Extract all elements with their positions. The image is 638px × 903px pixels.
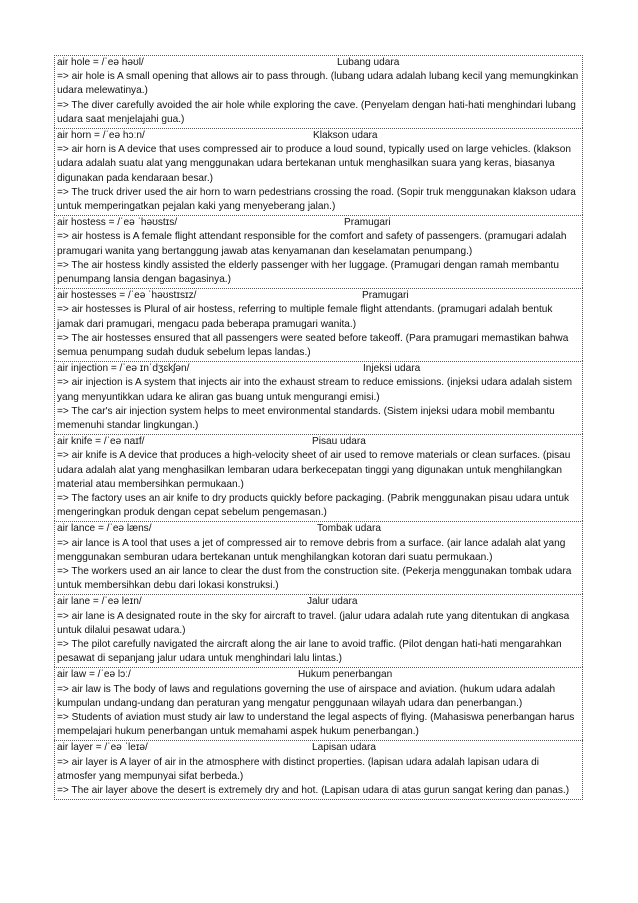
entry-translation: Pramugari [362, 290, 409, 302]
entry-translation: Jalur udara [307, 596, 358, 608]
entry-translation: Lubang udara [337, 57, 400, 68]
entry-example: => The air layer above the desert is extremely dry and hot. (Lapisan udara di atas gurun sangat kering dan panas.) [57, 785, 570, 796]
entry-example: => The car's air injection system helps to meet environmental standards. (Sistem injeksi udara mobil membantu memenuhi standar lingkungan.) [57, 405, 555, 431]
entry-translation: Lapisan udara [312, 742, 376, 754]
entry-header [57, 741, 581, 755]
entry-term: air law = /ˈeə lɔː/ [57, 669, 131, 681]
entry-header [57, 129, 581, 143]
entry-header [57, 362, 581, 376]
entry-example: => The truck driver used the air horn to warn pedestrians crossing the road. (Sopir truk menggunakan klakson udara untuk memperingatkan pejalan kaki yang menyeberang jalan.) [57, 186, 576, 212]
entry-air-knife [54, 434, 583, 521]
entry-example: => The pilot carefully navigated the aircraft along the air lane to avoid traffic. (Pilot dengan hati-hati mengarahkan pesawat di sepanjang jalur udara untuk menghindari lalu lintas.) [57, 639, 562, 665]
entry-translation: Klakson udara [313, 130, 378, 141]
entry-air-lance [54, 521, 583, 594]
entry-translation: Hukum penerbangan [298, 669, 393, 681]
entry-air-hostess [54, 215, 583, 288]
entry-term: air lance = /ˈeə læns/ [57, 523, 152, 535]
entry-example: => Students of aviation must study air law to understand the legal aspects of flying. (Mahasiswa penerbangan harus mempelajari hukum penerbangan untuk memahami aspek hukum penerbangan.) [57, 712, 575, 738]
entry-definition: => air lane is A designated route in the sky for aircraft to travel. (jalur udara adalah rute yang ditentukan di angkasa untuk dilalui pesawat udara.) [57, 610, 570, 636]
entry-example: => The air hostesses ensured that all passengers were seated before takeoff. (Para pramugari memastikan bahwa semua penumpang sudah duduk sebelum lepas landas.) [57, 332, 569, 358]
entry-definition: => air injection is A system that injects air into the exhaust stream to reduce emissions. (injeksi udara adalah sistem yang menyuntikkan udara ke aliran gas buang untuk mengurangi emisi.) [57, 377, 573, 403]
entry-header [57, 522, 581, 536]
entry-air-horn [54, 128, 583, 215]
entry-air-hostesses [54, 288, 583, 361]
entry-definition: => air knife is A device that produces a high-velocity sheet of air used to remove materials or clean surfaces. (pisau udara adalah alat yang menghasilkan lembaran udara berkecepatan tinggi yang digunakan untuk menghilangkan material atau membersihkan permukaan.) [57, 450, 571, 490]
entry-term: air hole = /ˈeə həʊl/ [57, 57, 144, 68]
entry-definition: => air horn is A device that uses compressed air to produce a loud sound, typically used on large vehicles. (klakson udara adalah suatu alat yang menggunakan udara bertekanan untuk menghasilkan suara yang keras, biasanya digunakan pada kendaraan besar.) [57, 144, 571, 184]
entry-definition: => air law is The body of laws and regulations governing the use of airspace and aviation. (hukum udara adalah kumpulan undang-undang dan peraturan yang mengatur penggunaan wilayah udara dan penerbangan.) [57, 683, 556, 709]
entry-term: air horn = /ˈeə hɔːn/ [57, 130, 145, 141]
entry-term: air hostess = /ˈeə ˈhəʊstɪs/ [57, 217, 178, 229]
entry-term: air hostesses = /ˈeə ˈhəʊstɪsɪz/ [57, 290, 197, 302]
entry-translation: Injeksi udara [363, 363, 421, 375]
entry-example: => The workers used an air lance to clear the dust from the construction site. (Pekerja menggunakan tombak udara untuk membersihkan debu dari lokasi konstruksi.) [57, 566, 572, 592]
entry-definition: => air lance is A tool that uses a jet of compressed air to remove debris from a surface. (air lance adalah alat yang menggunakan semburan udara bertekanan untuk menghilangkan kotoran dari suatu permukaan.) [57, 537, 566, 563]
entry-air-law [54, 667, 583, 740]
entry-air-hole [54, 55, 583, 128]
entry-term: air knife = /ˈeə naɪf/ [57, 436, 145, 448]
entry-definition: => air hostesses is Plural of air hostess, referring to multiple female flight attendants. (pramugari adalah bentuk jamak dari pramugari, mengacu pada beberapa pramugari wanita.) [57, 304, 553, 330]
entry-air-lane [54, 594, 583, 667]
entry-header [57, 289, 581, 303]
entry-term: air layer = /ˈeə ˈleɪə/ [57, 742, 148, 754]
entry-definition: => air hostess is A female flight attendant responsible for the comfort and safety of passengers. (pramugari adalah pramugari wanita yang bertanggung jawab atas kenyamanan dan keselamatan penumpang.) [57, 231, 567, 257]
glossary-page [54, 55, 583, 800]
entry-header [57, 56, 581, 70]
entry-header [57, 216, 581, 230]
entry-header [57, 668, 581, 682]
entry-air-layer [54, 740, 583, 800]
entry-example: => The diver carefully avoided the air hole while exploring the cave. (Penyelam dengan hati-hati menghindari lubang udara saat menjelajahi gua.) [57, 99, 576, 125]
entry-header [57, 595, 581, 609]
entry-example: => The factory uses an air knife to dry products quickly before packaging. (Pabrik menggunakan pisau udara untuk mengeringkan produk dengan cepat sebelum pengemasan.) [57, 493, 570, 519]
entry-example: => The air hostess kindly assisted the elderly passenger with her luggage. (Pramugari dengan ramah membantu penumpang lansia dengan bagasinya.) [57, 259, 559, 285]
entry-air-injection [54, 361, 583, 434]
entry-translation: Tombak udara [317, 523, 381, 535]
entry-definition: => air layer is A layer of air in the atmosphere with distinct properties. (lapisan udara adalah lapisan udara di atmosfer yang mempunyai sifat berbeda.) [57, 756, 539, 782]
entry-translation: Pramugari [344, 217, 391, 229]
entry-definition: => air hole is A small opening that allows air to pass through. (lubang udara adalah lubang kecil yang memungkinkan udara melewatinya.) [57, 71, 579, 97]
entry-term: air lane = /ˈeə leɪn/ [57, 596, 142, 608]
entry-header [57, 435, 581, 449]
entry-translation: Pisau udara [312, 436, 366, 448]
entry-term: air injection = /ˈeə ɪnˈdʒɛkʃən/ [57, 363, 190, 375]
